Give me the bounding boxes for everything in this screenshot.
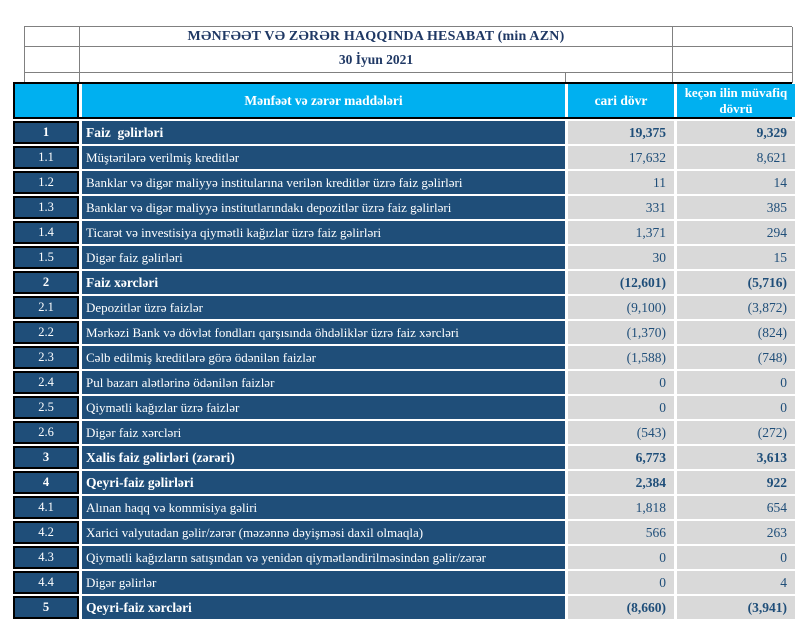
row-number-cell: 1.4 xyxy=(13,221,79,244)
row-label-cell: Banklar və digər maliyyə institularına verilən kreditlər üzrə faiz gəlirləri xyxy=(82,171,565,194)
row-current-value-cell: 30 xyxy=(568,246,674,269)
row-previous-value-cell: 922 xyxy=(677,471,795,494)
row-previous-value-cell: 0 xyxy=(677,546,795,569)
row-number-cell: 4 xyxy=(13,471,79,494)
row-current-value-cell: 2,384 xyxy=(568,471,674,494)
row-previous-value-cell: 4 xyxy=(677,571,795,594)
table-header-row xyxy=(13,82,792,119)
table-row xyxy=(13,271,792,294)
row-previous-value-cell: 294 xyxy=(677,221,795,244)
title-left-spacer-cell xyxy=(25,27,80,47)
table-row xyxy=(13,146,792,169)
pnl-table xyxy=(13,82,792,621)
row-current-value-cell: (1,370) xyxy=(568,321,674,344)
table-row xyxy=(13,221,792,244)
row-label-cell: Pul bazarı alətlərinə ödənilən faizlər xyxy=(82,371,565,394)
row-previous-value-cell: (3,872) xyxy=(677,296,795,319)
table-row xyxy=(13,421,792,444)
row-previous-value-cell: (5,716) xyxy=(677,271,795,294)
row-previous-value-cell: 8,621 xyxy=(677,146,795,169)
row-previous-value-cell: 263 xyxy=(677,521,795,544)
row-current-value-cell: (9,100) xyxy=(568,296,674,319)
row-current-value-cell: 0 xyxy=(568,396,674,419)
table-row xyxy=(13,371,792,394)
row-number-cell: 2.2 xyxy=(13,321,79,344)
row-previous-value-cell: 9,329 xyxy=(677,121,795,144)
row-current-value-cell: 6,773 xyxy=(568,446,674,469)
table-row xyxy=(13,521,792,544)
date-right-spacer-cell xyxy=(673,47,793,73)
row-previous-value-cell: 3,613 xyxy=(677,446,795,469)
table-row xyxy=(13,546,792,569)
table-row xyxy=(13,321,792,344)
row-current-value-cell: 19,375 xyxy=(568,121,674,144)
row-number-cell: 2.6 xyxy=(13,421,79,444)
report-header-block xyxy=(24,26,792,83)
table-row xyxy=(13,471,792,494)
row-number-cell: 2.1 xyxy=(13,296,79,319)
table-row xyxy=(13,396,792,419)
column-header-previous-period: keçən ilin müvafiq dövrü xyxy=(677,84,795,117)
row-current-value-cell: (12,601) xyxy=(568,271,674,294)
row-label-cell: Qiymətli kağızlar üzrə faizlər xyxy=(82,396,565,419)
table-row xyxy=(13,121,792,144)
row-label-cell: Digər faiz xərcləri xyxy=(82,421,565,444)
table-body xyxy=(13,121,792,619)
report-title: MƏNFƏƏT VƏ ZƏRƏR HAQQINDA HESABAT (min AZN) xyxy=(187,28,565,44)
row-number-cell: 4.2 xyxy=(13,521,79,544)
row-label-cell: Mərkəzi Bank və dövlət fondları qarşısında öhdəliklər üzrə faiz xərcləri xyxy=(82,321,565,344)
row-number-cell: 4.4 xyxy=(13,571,79,594)
row-current-value-cell: 17,632 xyxy=(568,146,674,169)
row-label-cell: Alınan haqq və kommisiya gəliri xyxy=(82,496,565,519)
row-previous-value-cell: (748) xyxy=(677,346,795,369)
row-label-cell: Digər gəlirlər xyxy=(82,571,565,594)
row-number-cell: 2.4 xyxy=(13,371,79,394)
row-current-value-cell: 11 xyxy=(568,171,674,194)
row-current-value-cell: (1,588) xyxy=(568,346,674,369)
row-current-value-cell: 1,818 xyxy=(568,496,674,519)
title-row xyxy=(25,27,792,47)
table-row xyxy=(13,196,792,219)
column-header-items: Mənfəət və zərər maddələri xyxy=(82,84,565,117)
row-label-cell: Banklar və digər maliyyə institutlarındakı depozitlər üzrə faiz gəlirləri xyxy=(82,196,565,219)
row-current-value-cell: 0 xyxy=(568,371,674,394)
row-label-cell: Faiz gəlirləri xyxy=(82,121,565,144)
table-row xyxy=(13,446,792,469)
row-label-cell: Xalis faiz gəlirləri (zərəri) xyxy=(82,446,565,469)
row-current-value-cell: 0 xyxy=(568,571,674,594)
row-number-cell: 2 xyxy=(13,271,79,294)
table-row xyxy=(13,596,792,619)
report-title-cell xyxy=(80,27,673,47)
row-previous-value-cell: (824) xyxy=(677,321,795,344)
row-number-cell: 1.3 xyxy=(13,196,79,219)
table-row xyxy=(13,296,792,319)
row-label-cell: Digər faiz gəlirləri xyxy=(82,246,565,269)
column-header-current-period: cari dövr xyxy=(568,84,674,117)
row-label-cell: Xarici valyutadan gəlir/zərər (məzənnə dəyişməsi daxil olmaqla) xyxy=(82,521,565,544)
table-row xyxy=(13,346,792,369)
row-previous-value-cell: (272) xyxy=(677,421,795,444)
row-previous-value-cell: 385 xyxy=(677,196,795,219)
row-previous-value-cell: 14 xyxy=(677,171,795,194)
row-previous-value-cell: 0 xyxy=(677,396,795,419)
row-previous-value-cell: (3,941) xyxy=(677,596,795,619)
row-number-cell: 1.2 xyxy=(13,171,79,194)
row-current-value-cell: (8,660) xyxy=(568,596,674,619)
row-previous-value-cell: 0 xyxy=(677,371,795,394)
row-label-cell: Qeyri-faiz gəlirləri xyxy=(82,471,565,494)
title-right-spacer-cell xyxy=(673,27,793,47)
row-label-cell: Faiz xərcləri xyxy=(82,271,565,294)
table-row xyxy=(13,496,792,519)
row-number-cell: 1.5 xyxy=(13,246,79,269)
report-date: 30 İyun 2021 xyxy=(338,51,414,67)
row-label-cell: Müştərilərə verilmiş kreditlər xyxy=(82,146,565,169)
row-number-cell: 5 xyxy=(13,596,79,619)
row-label-cell: Qeyri-faiz xərcləri xyxy=(82,596,565,619)
row-number-cell: 4.1 xyxy=(13,496,79,519)
table-row xyxy=(13,171,792,194)
row-current-value-cell: 0 xyxy=(568,546,674,569)
table-row xyxy=(13,246,792,269)
row-previous-value-cell: 654 xyxy=(677,496,795,519)
row-previous-value-cell: 15 xyxy=(677,246,795,269)
row-number-cell: 1.1 xyxy=(13,146,79,169)
row-label-cell: Ticarət və investisiya qiymətli kağızlar üzrə faiz gəlirləri xyxy=(82,221,565,244)
row-current-value-cell: (543) xyxy=(568,421,674,444)
table-row xyxy=(13,571,792,594)
row-current-value-cell: 1,371 xyxy=(568,221,674,244)
row-label-cell: Cəlb edilmiş kreditlərə görə ödənilən faizlər xyxy=(82,346,565,369)
row-number-cell: 2.5 xyxy=(13,396,79,419)
row-number-cell: 1 xyxy=(13,121,79,144)
row-number-cell: 3 xyxy=(13,446,79,469)
date-left-spacer-cell xyxy=(25,47,80,73)
report-date-cell xyxy=(80,47,673,73)
row-current-value-cell: 331 xyxy=(568,196,674,219)
row-label-cell: Depozitlər üzrə faizlər xyxy=(82,296,565,319)
row-label-cell: Qiymətli kağızların satışından və yenidən qiymətləndirilməsindən gəlir/zərər xyxy=(82,546,565,569)
row-current-value-cell: 566 xyxy=(568,521,674,544)
row-number-cell: 2.3 xyxy=(13,346,79,369)
column-header-row-number xyxy=(13,84,79,117)
row-number-cell: 4.3 xyxy=(13,546,79,569)
date-row xyxy=(25,47,792,73)
